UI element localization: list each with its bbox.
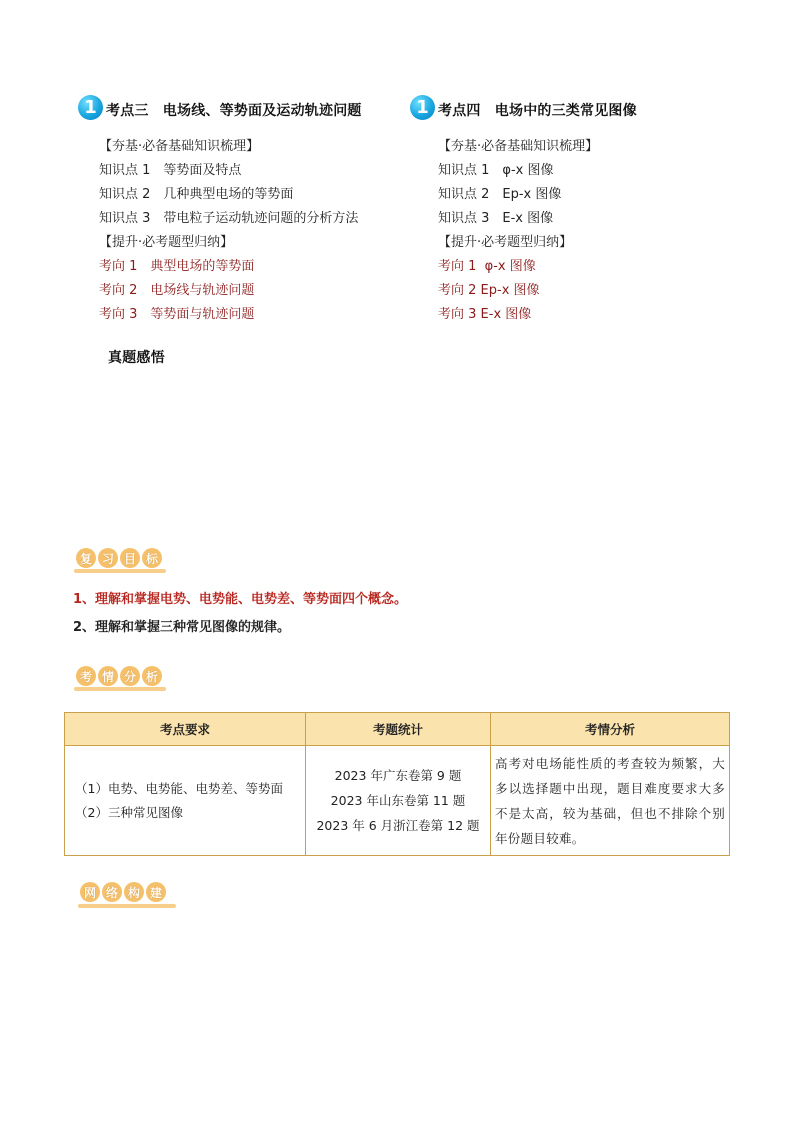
- stats-cell: [306, 746, 491, 856]
- list-item: 知识点 3 带电粒子运动轨迹问题的分析方法: [99, 211, 359, 226]
- list-item: 【提升·必考题型归纳】: [99, 235, 234, 250]
- table-header: 考题统计: [306, 713, 491, 746]
- tag-char: 考: [76, 666, 96, 686]
- list-item: 【夯基·必备基础知识梳理】: [438, 139, 599, 154]
- list-item: 考向 1 φ-x 图像: [438, 259, 536, 274]
- analysis-cell: 高考对电场能性质的考查较为频繁，大多以选择题中出现，题目难度要求大多不是太高，较为基础，但也不排除个别年份题目较难。: [491, 746, 730, 856]
- number-badge-icon: 1: [78, 95, 103, 120]
- stat-item: 2023 年山东卷第 11 题: [330, 793, 466, 808]
- stat-item: 2023 年广东卷第 9 题: [334, 768, 462, 783]
- requirement-item: （2）三种常见图像: [75, 804, 183, 820]
- tag-char: 建: [146, 882, 166, 902]
- list-item: 知识点 2 几种典型电场的等势面: [99, 187, 294, 202]
- list-item: 知识点 1 φ-x 图像: [438, 163, 554, 178]
- list-item: 知识点 2 Ep-x 图像: [438, 187, 562, 202]
- goal-2: 2、理解和掌握三种常见图像的规律。: [73, 620, 291, 635]
- section-title-right: 考点四 电场中的三类常见图像: [438, 103, 637, 119]
- table-header: 考点要求: [65, 713, 306, 746]
- right-item-list: [438, 139, 598, 331]
- tag-char: 络: [102, 882, 122, 902]
- zhenti-heading: 真题感悟: [108, 350, 165, 366]
- exam-analysis-tag: [76, 666, 164, 692]
- tag-char: 复: [76, 548, 96, 568]
- section-title-left: 考点三 电场线、等势面及运动轨迹问题: [106, 103, 362, 119]
- list-item: 考向 3 E-x 图像: [438, 307, 532, 322]
- tag-char: 情: [98, 666, 118, 686]
- tag-char: 网: [80, 882, 100, 902]
- exam-analysis-table: [64, 712, 730, 856]
- list-item: 考向 2 Ep-x 图像: [438, 283, 540, 298]
- list-item: 知识点 3 E-x 图像: [438, 211, 554, 226]
- table-row: [65, 746, 730, 856]
- list-item: 考向 2 电场线与轨迹问题: [99, 283, 255, 298]
- left-item-list: [99, 139, 358, 331]
- requirement-item: （1）电势、电势能、电势差、等势面: [75, 780, 283, 796]
- tag-char: 析: [142, 666, 162, 686]
- goal-1: 1、理解和掌握电势、电势能、电势差、等势面四个概念。: [73, 592, 408, 607]
- requirements-cell: [65, 746, 306, 856]
- list-item: 【夯基·必备基础知识梳理】: [99, 139, 260, 154]
- table-header: 考情分析: [491, 713, 730, 746]
- list-item: 考向 1 典型电场的等势面: [99, 259, 255, 274]
- list-item: 【提升·必考题型归纳】: [438, 235, 573, 250]
- tag-char: 构: [124, 882, 144, 902]
- table-header-row: [65, 713, 730, 746]
- tag-char: 目: [120, 548, 140, 568]
- number-badge-icon: 1: [410, 95, 435, 120]
- tag-char: 分: [120, 666, 140, 686]
- list-item: 知识点 1 等势面及特点: [99, 163, 242, 178]
- list-item: 考向 3 等势面与轨迹问题: [99, 307, 255, 322]
- network-build-tag: [80, 882, 168, 908]
- review-goals-tag: [76, 548, 164, 574]
- stat-item: 2023 年 6 月浙江卷第 12 题: [316, 818, 480, 833]
- tag-char: 习: [98, 548, 118, 568]
- tag-char: 标: [142, 548, 162, 568]
